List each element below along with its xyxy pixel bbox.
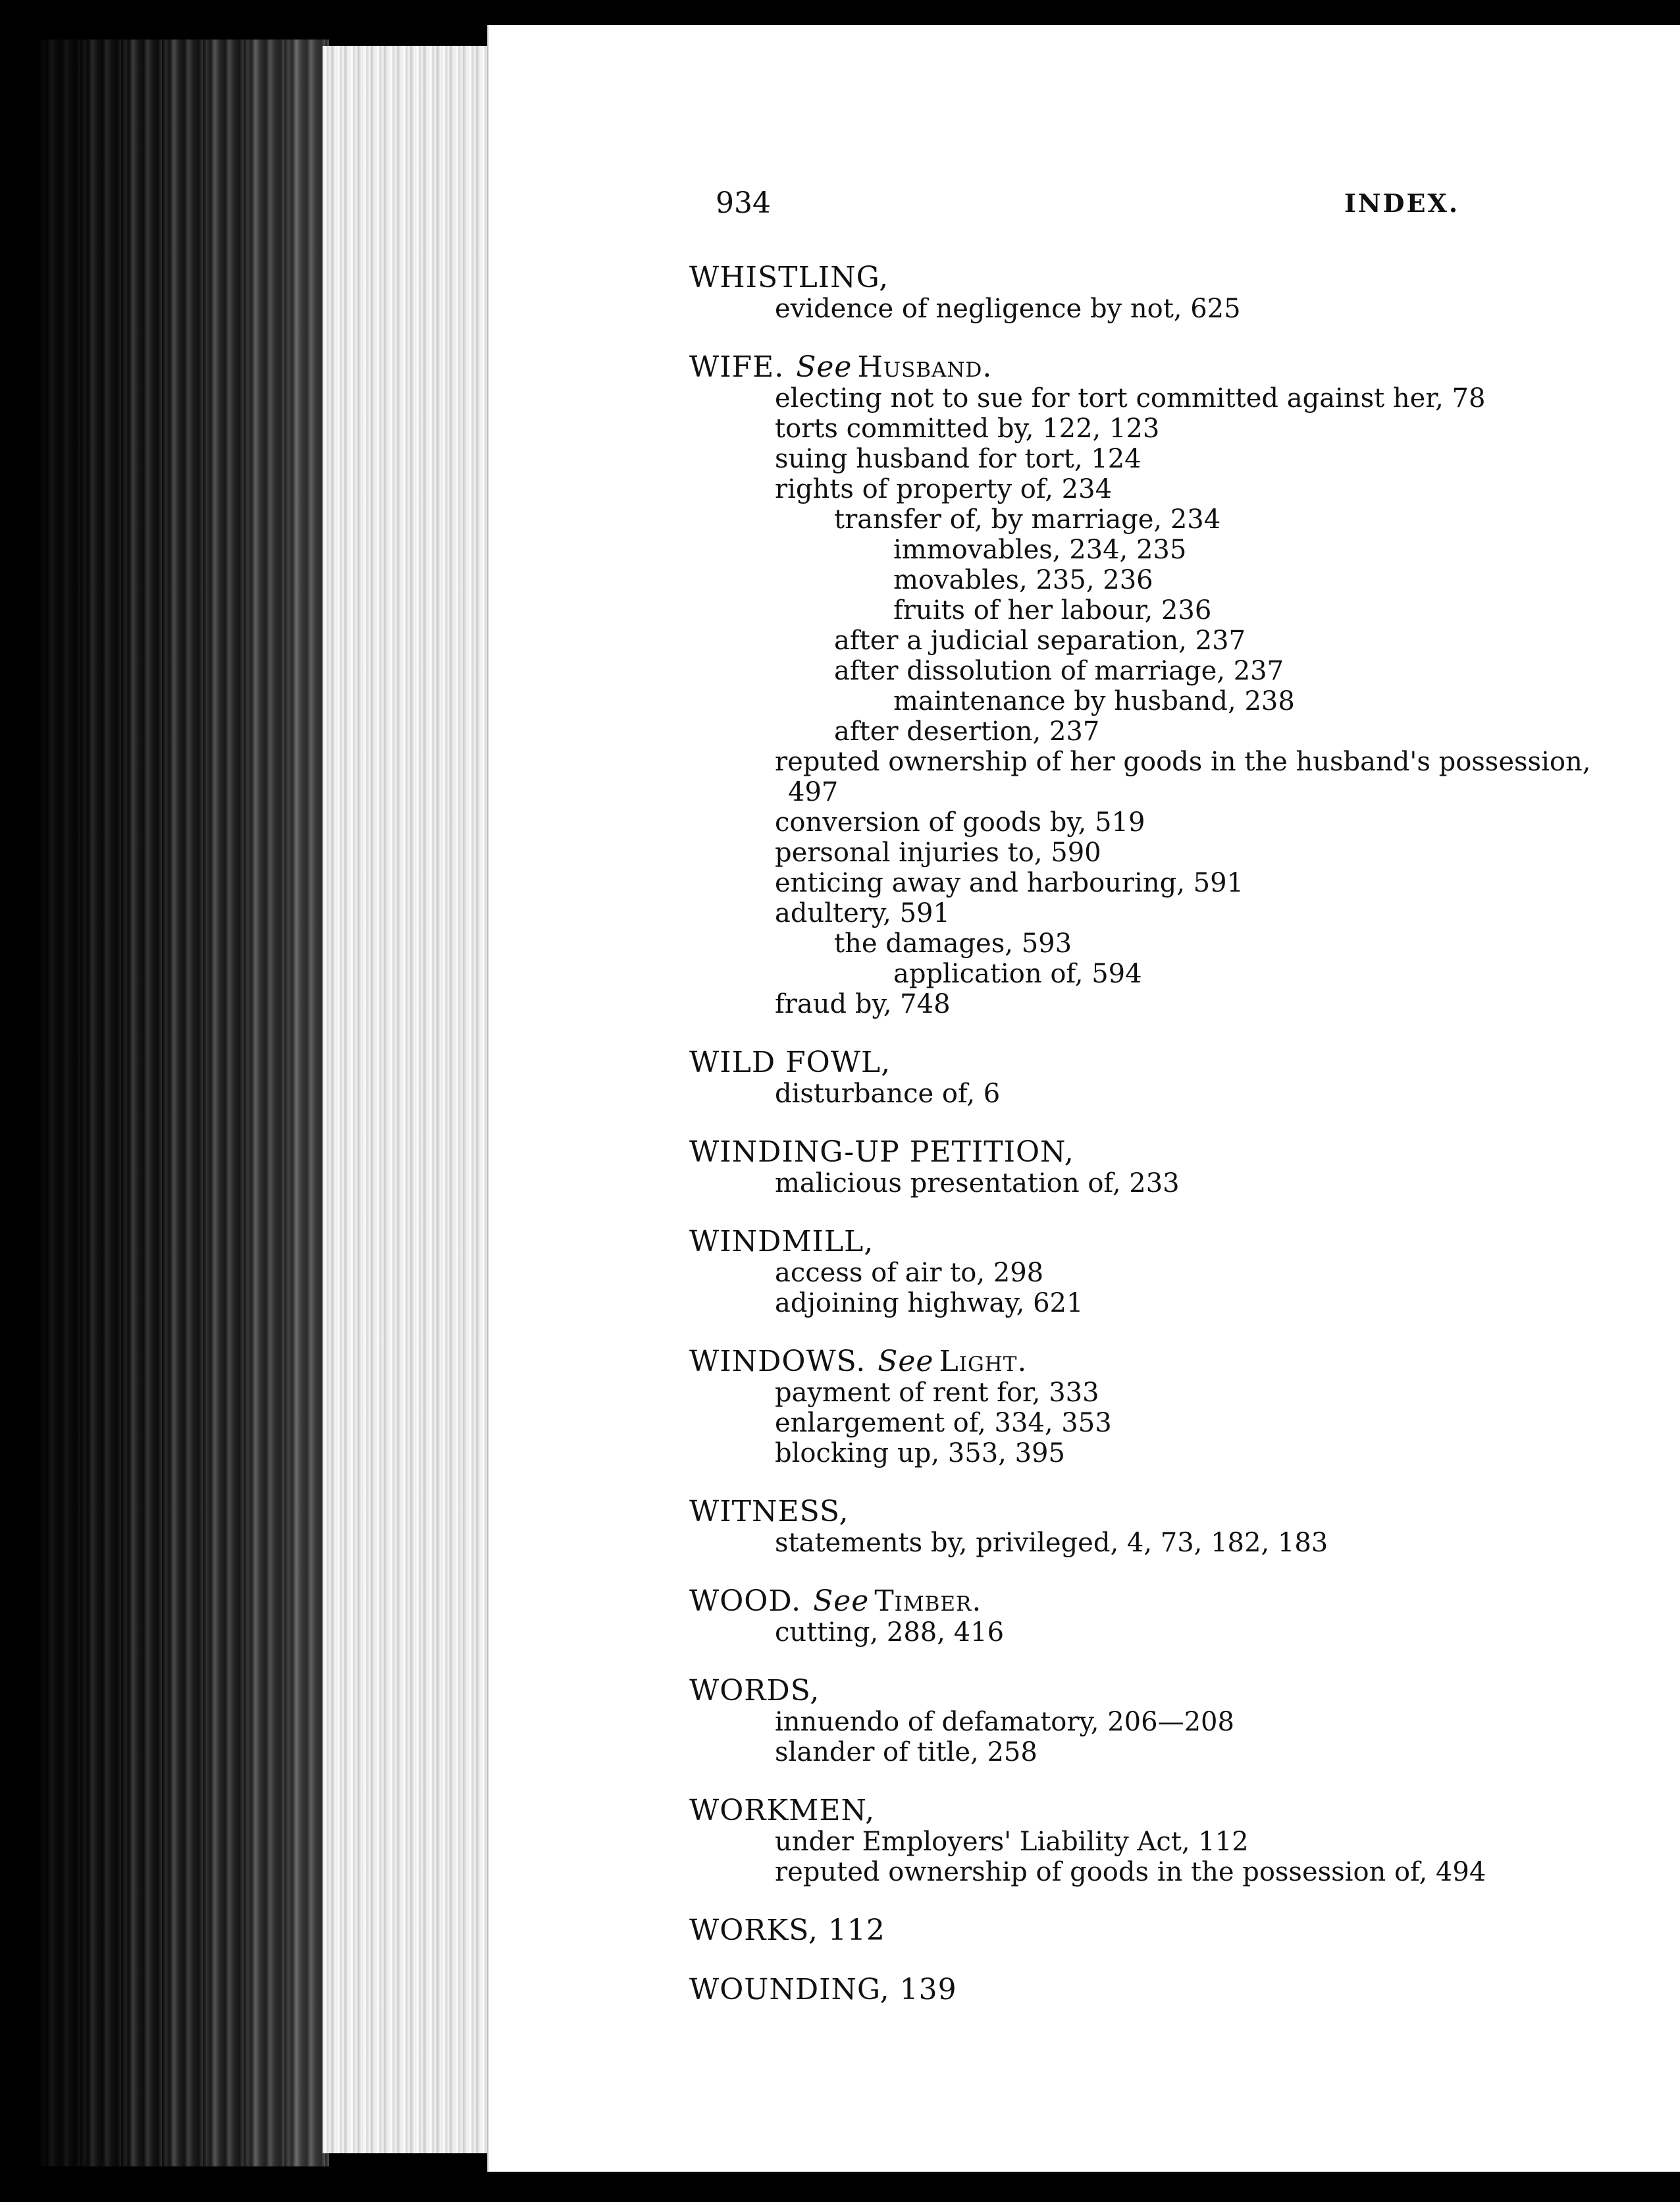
entry-subline: application of, 594 (893, 959, 1142, 989)
entry-heading-line (689, 262, 1644, 294)
entry-subline: torts committed by, 122, 123 (775, 414, 1160, 444)
see-label: See (813, 1584, 870, 1618)
entry-heading: WITNESS, (689, 1495, 849, 1528)
entry-heading-line (689, 1346, 1644, 1378)
entry-subline: maintenance by husband, 238 (893, 686, 1295, 716)
see-reference: Timber. (874, 1584, 982, 1618)
entry-subline: slander of title, 258 (775, 1737, 1037, 1767)
entry-heading-line (689, 1915, 1644, 1947)
index-entry (689, 352, 1644, 1019)
index-entry (689, 1137, 1644, 1198)
entry-heading: WORKS, 112 (689, 1914, 885, 1947)
entry-subline: after dissolution of marriage, 237 (834, 656, 1284, 686)
index-entry (689, 1675, 1644, 1767)
see-reference: Light. (939, 1345, 1028, 1378)
entry-subline: enlargement of, 334, 353 (775, 1408, 1112, 1438)
entry-subline: transfer of, by marriage, 234 (834, 504, 1221, 535)
page-header (716, 188, 1506, 228)
entry-heading-line (689, 352, 1644, 383)
entry-subline: innuendo of defamatory, 206—208 (775, 1707, 1234, 1737)
entry-heading: WORDS, (689, 1674, 820, 1707)
see-label: See (796, 350, 853, 384)
index-entry (689, 1915, 1644, 1947)
entry-subline: immovables, 234, 235 (893, 535, 1187, 565)
index-entry (689, 1346, 1644, 1468)
index-entry (689, 1586, 1644, 1648)
entry-heading: WOUNDING, 139 (689, 1973, 957, 2006)
entry-subline: cutting, 288, 416 (775, 1617, 1005, 1648)
entry-heading-line (689, 1974, 1644, 2006)
entry-subline: conversion of goods by, 519 (775, 807, 1145, 838)
entry-subline: adjoining highway, 621 (775, 1288, 1084, 1318)
entry-subline: reputed ownership of her goods in the husband's possession, (775, 747, 1591, 777)
index-entry (689, 1795, 1644, 1887)
entry-subline: malicious presentation of, 233 (775, 1168, 1180, 1198)
entry-heading: WOOD. (689, 1584, 802, 1618)
entry-subline: movables, 235, 236 (893, 565, 1153, 595)
entry-heading: WORKMEN, (689, 1794, 876, 1827)
entry-subline: payment of rent for, 333 (775, 1378, 1099, 1408)
see-label: See (878, 1345, 934, 1378)
index-entry (689, 1496, 1644, 1558)
entry-heading: WINDMILL, (689, 1225, 874, 1258)
entry-heading-line (689, 1496, 1644, 1528)
entry-heading: WINDOWS. (689, 1345, 866, 1378)
entry-subline: evidence of negligence by not, 625 (775, 294, 1241, 324)
entry-subline: fraud by, 748 (775, 989, 951, 1019)
entry-heading: WIFE. (689, 350, 785, 384)
entry-heading-line (689, 1586, 1644, 1617)
entry-subline-continuation: 497 (788, 777, 839, 807)
entry-subline: access of air to, 298 (775, 1258, 1044, 1288)
index-entry (689, 1047, 1644, 1109)
entry-subline: adultery, 591 (775, 898, 950, 928)
entry-subline: suing husband for tort, 124 (775, 444, 1142, 474)
entry-heading: WILD FOWL, (689, 1046, 891, 1079)
entry-subline: the damages, 593 (834, 928, 1072, 959)
entry-heading: WHISTLING, (689, 261, 889, 294)
index-entry (689, 1974, 1644, 2006)
entry-heading-line (689, 1226, 1644, 1258)
entry-subline: personal injuries to, 590 (775, 838, 1101, 868)
index-page (487, 25, 1680, 2172)
page-number: 934 (716, 186, 771, 220)
entry-subline: reputed ownership of goods in the possession of, 494 (775, 1857, 1486, 1887)
running-head: INDEX. (1344, 188, 1460, 218)
index-entry (689, 262, 1644, 324)
entry-heading-line (689, 1137, 1644, 1168)
entry-subline: disturbance of, 6 (775, 1079, 1001, 1109)
entry-heading-line (689, 1047, 1644, 1079)
entry-subline: under Employers' Liability Act, 112 (775, 1827, 1249, 1857)
entry-heading-line (689, 1795, 1644, 1827)
entry-subline: enticing away and harbouring, 591 (775, 868, 1244, 898)
entry-subline: after a judicial separation, 237 (834, 626, 1246, 656)
entry-heading: WINDING-UP PETITION, (689, 1135, 1074, 1169)
entry-subline: fruits of her labour, 236 (893, 595, 1212, 626)
entry-subline: after desertion, 237 (834, 716, 1100, 747)
entry-subline: rights of property of, 234 (775, 474, 1113, 504)
entry-subline: statements by, privileged, 4, 73, 182, 183 (775, 1528, 1328, 1558)
index-entries (689, 262, 1644, 2033)
entry-subline: blocking up, 353, 395 (775, 1438, 1065, 1468)
entry-subline: electing not to sue for tort committed against her, 78 (775, 383, 1486, 414)
index-entry (689, 1226, 1644, 1318)
page-edges (323, 46, 494, 2153)
spine-shadow (39, 40, 329, 2166)
see-reference: Husband. (857, 350, 993, 384)
entry-heading-line (689, 1675, 1644, 1707)
page-text (488, 25, 1680, 2172)
